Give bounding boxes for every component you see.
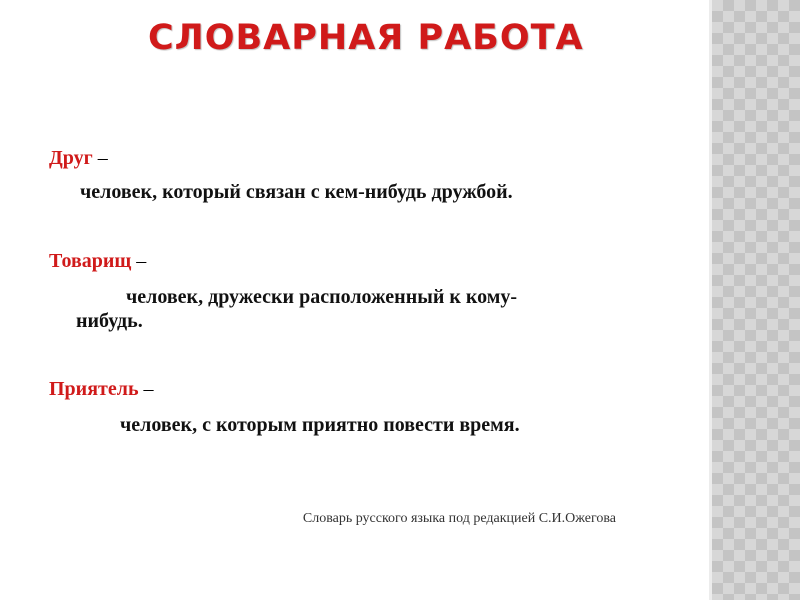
definition-tovarishch-line2: нибудь. [76,310,143,332]
term-label: Товарищ [49,250,132,272]
definition-drug: человек, который связан с кем-нибудь дружбой. [80,181,513,203]
term-tovarishch [49,250,146,273]
term-priyatel [49,378,154,401]
term-dash: – [131,250,147,272]
definition-tovarishch-line1: человек, дружески расположенный к кому- [126,286,518,308]
definition-priyatel: человек, с которым приятно повести время. [120,414,520,436]
side-pattern-decoration [712,0,800,600]
term-dash: – [92,147,108,169]
term-dash: – [138,378,154,400]
dictionary-source: Словарь русского языка под редакцией С.И.Ожегова [302,511,616,526]
term-label: Приятель [49,378,139,400]
term-label: Друг [49,147,93,169]
slide-title: СЛОВАРНАЯ РАБОТА [148,18,584,58]
term-drug [49,147,108,170]
